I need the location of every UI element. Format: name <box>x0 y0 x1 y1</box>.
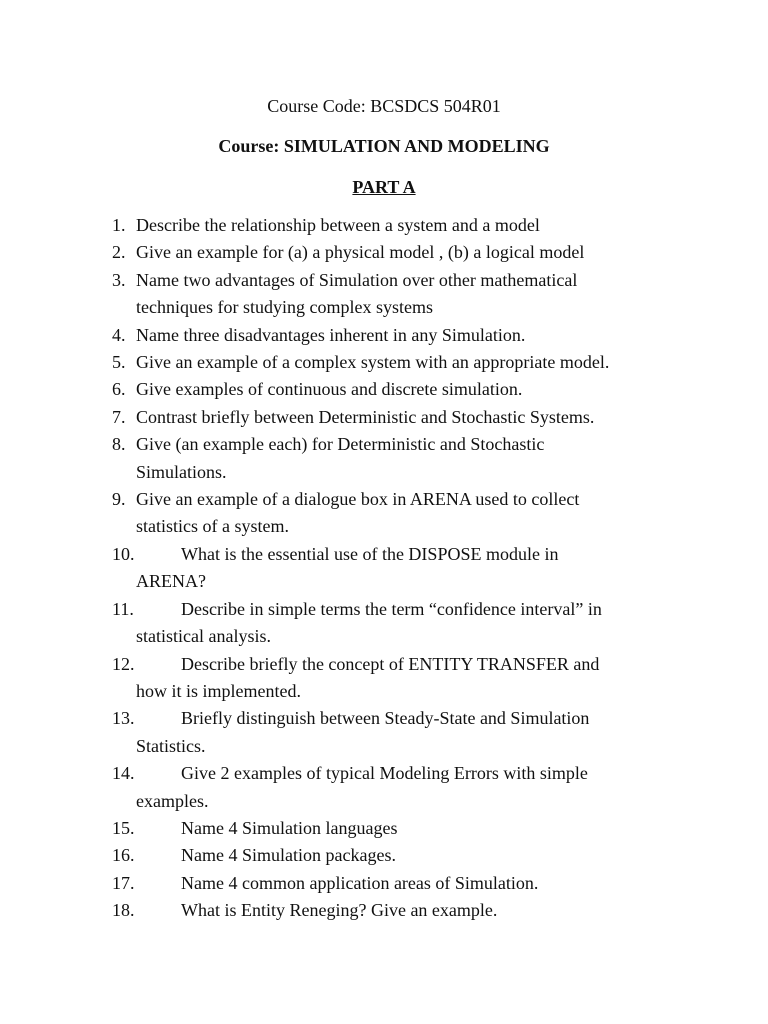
question-text: Name 4 common application areas of Simulation. <box>181 872 539 893</box>
question-number: 11. <box>112 598 134 619</box>
question-number: 8. <box>112 434 126 455</box>
question-item <box>112 349 752 376</box>
question-item <box>112 486 752 541</box>
question-item <box>112 212 752 239</box>
part-heading: PART A <box>352 177 416 197</box>
question-text-continued: Statistics. <box>136 735 206 756</box>
question-number: 7. <box>112 406 126 427</box>
question-number: 13. <box>112 708 135 729</box>
question-item <box>112 541 752 596</box>
question-item <box>112 651 752 706</box>
question-number: 3. <box>112 269 126 290</box>
question-item <box>112 376 752 403</box>
question-item <box>112 322 752 349</box>
question-text: Describe in simple terms the term “confidence interval” in <box>181 598 602 619</box>
question-text: Give examples of continuous and discrete simulation. <box>136 379 523 400</box>
question-item <box>112 705 752 760</box>
question-list <box>112 212 752 925</box>
question-item <box>112 760 752 815</box>
question-item <box>112 239 752 266</box>
question-text-continued: techniques for studying complex systems <box>136 297 433 318</box>
question-number: 4. <box>112 324 126 345</box>
question-number: 17. <box>112 872 135 893</box>
question-number: 1. <box>112 215 126 235</box>
question-text: Name 4 Simulation languages <box>181 817 398 838</box>
question-text-continued: statistical analysis. <box>136 626 271 647</box>
question-item <box>112 267 752 322</box>
question-text-continued: how it is implemented. <box>136 680 301 701</box>
question-number: 14. <box>112 763 135 784</box>
question-text: Give (an example each) for Deterministic and Stochastic <box>136 434 545 455</box>
question-item <box>112 431 752 486</box>
question-text: Give an example of a dialogue box in ARENA used to collect <box>136 489 580 510</box>
question-number: 12. <box>112 653 135 674</box>
question-number: 6. <box>112 379 126 400</box>
question-text-continued: ARENA? <box>136 571 206 592</box>
question-text: Name two advantages of Simulation over other mathematical <box>136 269 578 290</box>
question-number: 10. <box>112 543 135 564</box>
question-text: What is Entity Reneging? Give an example. <box>181 900 498 921</box>
question-text: Give an example for (a) a physical model , (b) a logical model <box>136 242 585 263</box>
question-item <box>112 870 752 897</box>
question-text: Give 2 examples of typical Modeling Errors with simple <box>181 763 588 784</box>
question-item <box>112 404 752 431</box>
question-number: 15. <box>112 817 135 838</box>
question-text: Give an example of a complex system with an appropriate model. <box>136 352 610 373</box>
question-text: Name three disadvantages inherent in any Simulation. <box>136 324 526 345</box>
question-number: 9. <box>112 489 126 510</box>
question-number: 2. <box>112 242 126 263</box>
question-item <box>112 897 752 924</box>
question-number: 5. <box>112 352 126 373</box>
course-code: Course Code: BCSDCS 504R01 <box>267 96 501 116</box>
question-text-continued: statistics of a system. <box>136 516 289 537</box>
question-text: What is the essential use of the DISPOSE module in <box>181 543 559 564</box>
question-item <box>112 596 752 651</box>
course-title: Course: SIMULATION AND MODELING <box>218 136 550 156</box>
question-text: Contrast briefly between Deterministic and Stochastic Systems. <box>136 406 595 427</box>
question-number: 16. <box>112 845 135 866</box>
question-item <box>112 842 752 869</box>
question-text: Describe briefly the concept of ENTITY TRANSFER and <box>181 653 600 674</box>
question-number: 18. <box>112 900 135 921</box>
question-text: Name 4 Simulation packages. <box>181 845 396 866</box>
question-text-continued: examples. <box>136 790 209 811</box>
question-text-continued: Simulations. <box>136 461 227 482</box>
question-text: Briefly distinguish between Steady-State and Simulation <box>181 708 590 729</box>
question-item <box>112 815 752 842</box>
question-text: Describe the relationship between a system and a model <box>136 215 540 235</box>
